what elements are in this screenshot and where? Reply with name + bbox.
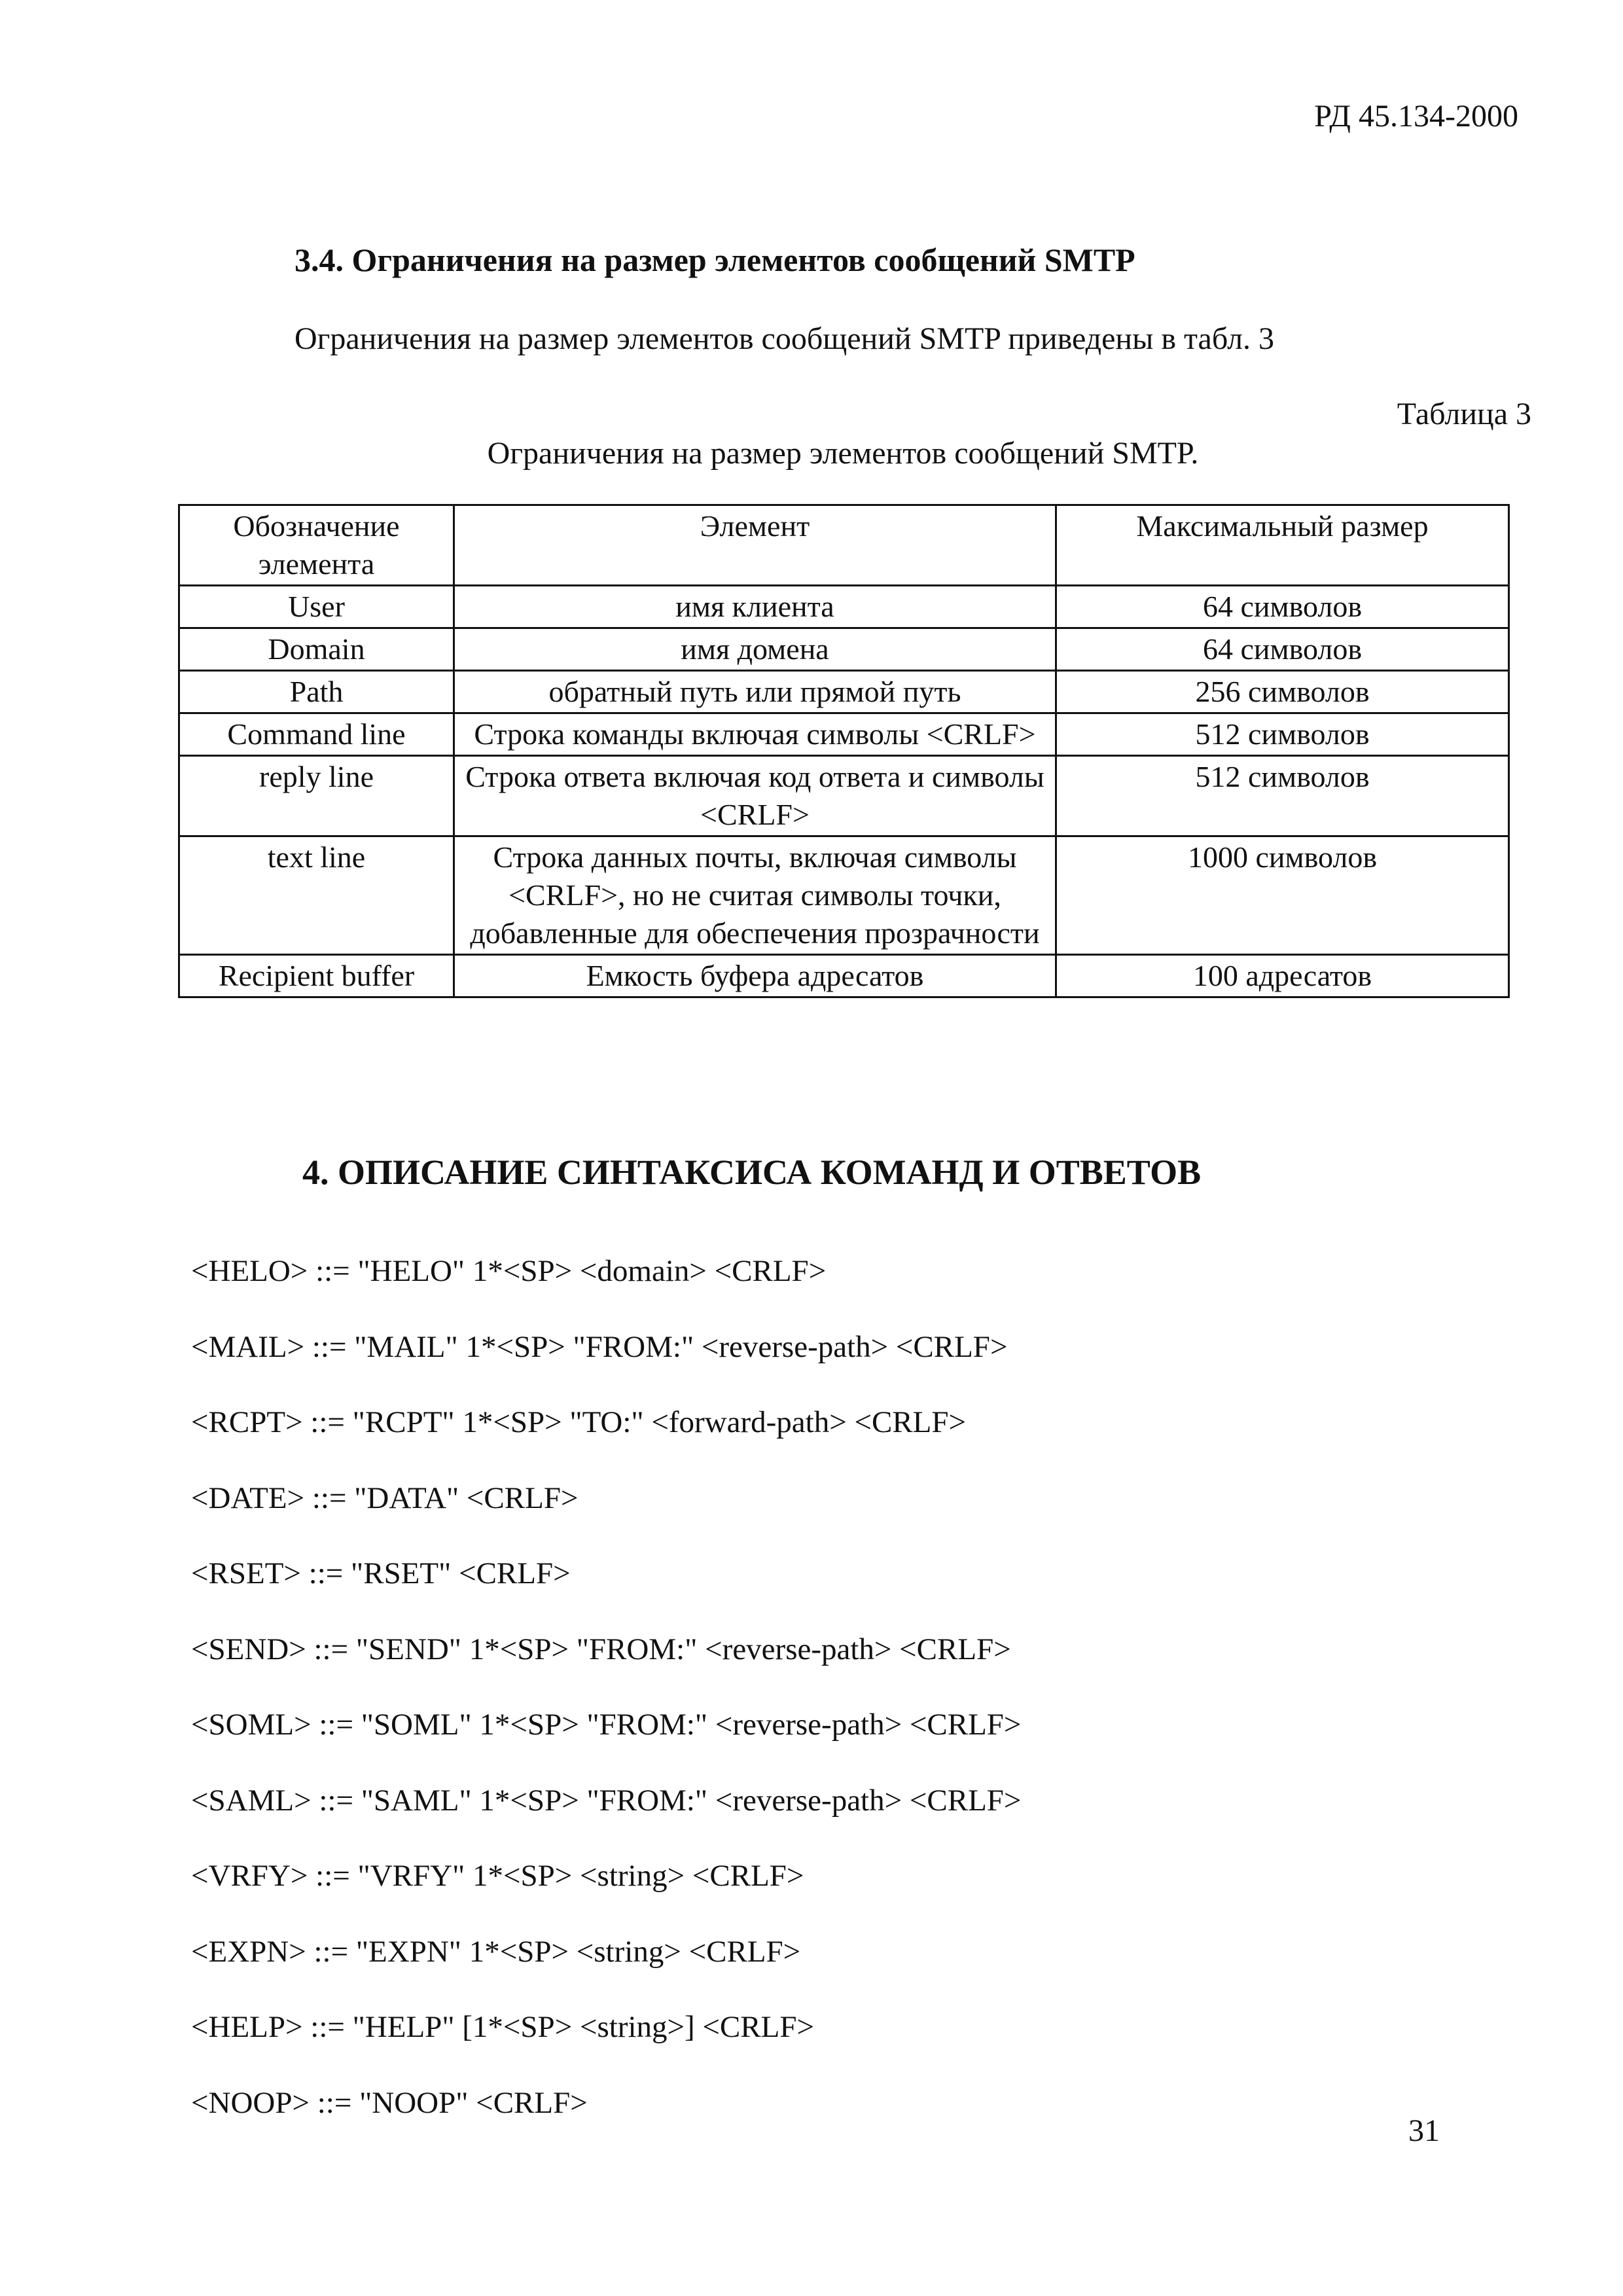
table-row: [179, 955, 1509, 997]
cell-designation: Recipient buffer: [179, 955, 454, 997]
table-label: Таблица 3: [1397, 397, 1531, 431]
syntax-line-mail: <MAIL> ::= "MAIL" 1*<SP> "FROM:" <reverse-path> <CRLF>: [191, 1329, 1008, 1364]
syntax-line-saml: <SAML> ::= "SAML" 1*<SP> "FROM:" <reverse-path> <CRLF>: [191, 1783, 1022, 1818]
syntax-line-helo: <HELO> ::= "HELO" 1*<SP> <domain> <CRLF>: [191, 1254, 827, 1288]
table-row: [179, 671, 1509, 713]
table-row: [179, 713, 1509, 756]
table-header-row: [179, 505, 1509, 586]
size-limits-table: [178, 504, 1510, 998]
cell-designation: text line: [179, 836, 454, 955]
cell-designation: reply line: [179, 756, 454, 836]
cell-element: Строка команды включая символы <CRLF>: [454, 713, 1056, 756]
cell-element: обратный путь или прямой путь: [454, 671, 1056, 713]
header-designation: Обозначение элемента: [179, 505, 454, 586]
cell-element: Строка данных почты, включая символы <CRLF>, но не считая символы точки, добавленные для обеспечения прозрачности: [454, 836, 1056, 955]
cell-max-size: 1000 символов: [1056, 836, 1509, 955]
syntax-line-noop: <NOOP> ::= "NOOP" <CRLF>: [191, 2085, 588, 2120]
cell-element: Емкость буфера адресатов: [454, 955, 1056, 997]
syntax-line-expn: <EXPN> ::= "EXPN" 1*<SP> <string> <CRLF>: [191, 1934, 801, 1969]
syntax-line-soml: <SOML> ::= "SOML" 1*<SP> "FROM:" <reverse-path> <CRLF>: [191, 1708, 1022, 1742]
chapter-heading: 4. ОПИСАНИЕ СИНТАКСИСА КОМАНД И ОТВЕТОВ: [302, 1153, 1202, 1192]
syntax-line-send: <SEND> ::= "SEND" 1*<SP> "FROM:" <reverse-path> <CRLF>: [191, 1632, 1011, 1666]
table-caption: Ограничения на размер элементов сообщений SMTP.: [487, 436, 1199, 471]
cell-designation: Command line: [179, 713, 454, 756]
cell-designation: User: [179, 586, 454, 628]
cell-element: имя домена: [454, 628, 1056, 671]
cell-max-size: 64 символов: [1056, 628, 1509, 671]
syntax-line-rcpt: <RCPT> ::= "RCPT" 1*<SP> "TO:" <forward-path> <CRLF>: [191, 1405, 967, 1439]
syntax-line-data: <DATE> ::= "DATA" <CRLF>: [191, 1480, 579, 1515]
section-heading: 3.4. Ограничения на размер элементов сообщений SMTP: [294, 242, 1135, 278]
cell-max-size: 100 адресатов: [1056, 955, 1509, 997]
table-row: [179, 628, 1509, 671]
syntax-list: [191, 1253, 1021, 2161]
cell-designation: Path: [179, 671, 454, 713]
page-number: 31: [1408, 2113, 1440, 2148]
cell-max-size: 512 символов: [1056, 756, 1509, 836]
cell-element: Строка ответа включая код ответа и символы <CRLF>: [454, 756, 1056, 836]
section-intro: Ограничения на размер элементов сообщений SMTP приведены в табл. 3: [294, 321, 1275, 356]
syntax-line-rset: <RSET> ::= "RSET" <CRLF>: [191, 1556, 571, 1590]
cell-max-size: 512 символов: [1056, 713, 1509, 756]
table-row: [179, 586, 1509, 628]
table-row: [179, 836, 1509, 955]
document-id: РД 45.134-2000: [1314, 99, 1518, 134]
cell-max-size: 64 символов: [1056, 586, 1509, 628]
table-row: [179, 756, 1509, 836]
cell-element: имя клиента: [454, 586, 1056, 628]
header-element: Элемент: [454, 505, 1056, 586]
syntax-line-help: <HELP> ::= "HELP" [1*<SP> <string>] <CRLF>: [191, 2010, 814, 2044]
header-max-size: Максимальный размер: [1056, 505, 1509, 586]
cell-max-size: 256 символов: [1056, 671, 1509, 713]
cell-designation: Domain: [179, 628, 454, 671]
syntax-line-vrfy: <VRFY> ::= "VRFY" 1*<SP> <string> <CRLF>: [191, 1859, 804, 1893]
